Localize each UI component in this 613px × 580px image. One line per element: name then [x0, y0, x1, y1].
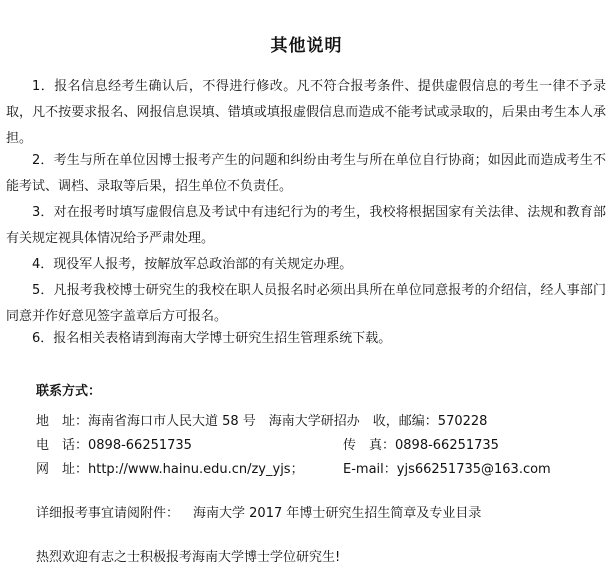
page-title: 其他说明 — [270, 36, 343, 56]
note-item-1: 1．报名信息经考生确认后，不得进行修改。凡不符合报考条件、提供虚假信息的考生一律不予录取，凡不按要求报名、网报信息误填、错填或填报虚假信息而造成不能考试或录取的，后果由考生本人承担。 — [6, 79, 606, 146]
contact-address-row — [36, 410, 487, 434]
fax-label: 传 真： — [343, 438, 396, 453]
attachment-label: 详细报考事宜请阅附件： — [36, 506, 180, 521]
note-item-6: 6．报名相关表格请到海南大学博士研究生招生管理系统下载。 — [32, 331, 392, 346]
contact-heading: 联系方式： — [36, 384, 102, 399]
note-item-4: 4．现役军人报考，按解放军总政治部的有关规定办理。 — [32, 257, 353, 272]
attachment-doc-link[interactable]: 海南大学 2017 年博士研究生招生简章及专业目录 — [193, 506, 482, 521]
contact-fax-row — [343, 434, 499, 458]
phone-label: 电 话： — [36, 438, 89, 453]
phone-value: 0898-66251735 — [88, 438, 192, 453]
website-link[interactable]: http://www.hainu.edu.cn/zy_yjs； — [88, 462, 304, 477]
contact-website-row — [36, 458, 304, 482]
contact-phone-row — [36, 434, 192, 458]
address-label: 地 址： — [36, 414, 89, 429]
note-item-5: 5．凡报考我校博士研究生的我校在职人员报名时必须出具所在单位同意报考的介绍信，经人事部门同意并作好意见签字盖章后方可报名。 — [6, 283, 606, 324]
address-value: 海南省海口市人民大道 58 号 海南大学研招办 收，邮编：570228 — [88, 414, 488, 429]
note-item-3: 3．对在报考时填写虚假信息及考试中有违纪行为的考生，我校将根据国家有关法律、法规和教育部有关规定视具体情况给予严肃处理。 — [6, 205, 606, 246]
note-item-2: 2．考生与所在单位因博士报考产生的问题和纠纷由考生与所在单位自行协商；如因此而造成考生不能考试、调档、录取等后果，招生单位不负责任。 — [6, 153, 606, 194]
email-label: E-mail： — [343, 462, 397, 477]
fax-value: 0898-66251735 — [395, 438, 499, 453]
website-label: 网 址： — [36, 462, 89, 477]
attachment-line — [36, 502, 481, 526]
email-value[interactable]: yjs66251735@163.com — [396, 462, 551, 477]
welcome-message: 热烈欢迎有志之士积极报考海南大学博士学位研究生! — [36, 550, 341, 565]
contact-email-row — [343, 458, 551, 482]
